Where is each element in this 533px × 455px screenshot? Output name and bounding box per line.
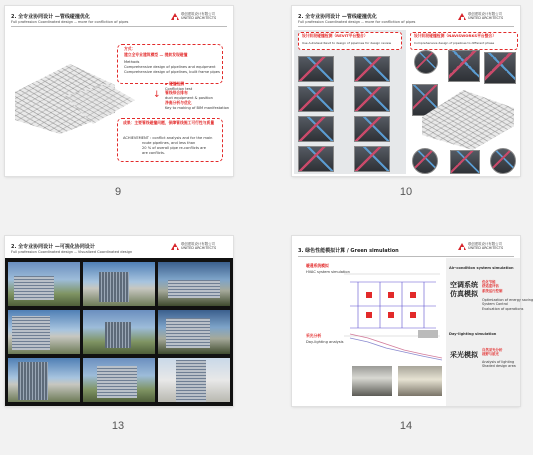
company-logo bbox=[458, 243, 503, 251]
slide-title: 2. 全专业协同设计 —管线碰撞优化 bbox=[11, 14, 90, 20]
building-render-image bbox=[158, 310, 230, 354]
sidebar-list-item: Optimization of energy saving bbox=[482, 298, 533, 302]
navisworks-sub: Comprehensive design of pipelines to different phase bbox=[414, 41, 495, 45]
daylight-label: 采光分析 bbox=[306, 333, 322, 338]
logo-text: 联创建筑设计有限公司 bbox=[181, 12, 215, 16]
arrow-down-icon: ↓ bbox=[153, 90, 161, 100]
screenshot-image bbox=[298, 146, 334, 172]
sidebar-list-item: Shaded design area bbox=[482, 364, 516, 369]
building-render-image bbox=[83, 262, 155, 306]
methods-red-text: 建立全专业建筑模型 — 提前发现碰撞 bbox=[124, 52, 188, 57]
building-render-image bbox=[8, 358, 80, 402]
logo-icon bbox=[171, 13, 179, 20]
sidebar-list-item: Evaluation of operations bbox=[482, 306, 524, 311]
sidebar-red-item: 舒适度评估 bbox=[482, 284, 499, 289]
header-divider bbox=[11, 26, 227, 27]
pipe-render-image bbox=[450, 150, 480, 174]
methods-line: Methods bbox=[124, 60, 140, 64]
left-panel bbox=[294, 30, 406, 174]
achievement-red-text: 成果：主要管线碰撞问题，保障管线施工可行性与质量 bbox=[123, 120, 215, 125]
daylight-analysis-diagram bbox=[348, 328, 444, 362]
hvac-label: 暖通系统模拟 bbox=[306, 263, 329, 268]
slide-subtitle: Full profession Coordinated design -- more for confliction of pipes bbox=[298, 20, 416, 24]
building-render-image bbox=[8, 310, 80, 354]
page-thumbnail-9[interactable] bbox=[5, 6, 233, 176]
page-number: 10 bbox=[399, 186, 413, 198]
bullet-icon bbox=[165, 83, 167, 85]
sidebar-red-item: 视野与眩光 bbox=[482, 352, 499, 357]
methods-line: Comprehensive design of pipelines, built frame pipes bbox=[124, 70, 220, 74]
sidebar-list-item: Analysis of lighting bbox=[482, 360, 515, 364]
logo-icon bbox=[458, 243, 466, 250]
sidebar-cn-1a: 空调系统 bbox=[450, 281, 478, 289]
slide-title: 2. 全专业协同设计 —管线碰撞优化 bbox=[298, 14, 377, 20]
building-render-image bbox=[83, 358, 155, 402]
company-logo bbox=[171, 243, 216, 251]
logo-text-en: UNITED ARCHITECTS bbox=[468, 245, 504, 250]
daylight-render-image bbox=[352, 366, 392, 396]
page-thumbnail-13[interactable] bbox=[5, 236, 233, 406]
feature-line: duct equipment & position bbox=[165, 96, 213, 101]
achievement-box bbox=[117, 118, 223, 162]
logo-text-en: UNITED ARCHITECTS bbox=[181, 15, 217, 20]
navisworks-label-box bbox=[410, 32, 518, 50]
slide-subtitle: Full profession Coordinated design -- Visualized Coordinated design bbox=[11, 250, 133, 254]
hvac-label-en: HVAC system simulation bbox=[306, 270, 350, 274]
sidebar-red-item: 系统运行控制 bbox=[482, 288, 503, 293]
feature-red: 碰撞检测 bbox=[165, 82, 229, 87]
logo-icon bbox=[458, 13, 466, 20]
page-number: 14 bbox=[399, 420, 413, 432]
slide-title: 3. 绿色性能模拟计算 / Green simulation bbox=[298, 248, 399, 254]
feature-red: 净高分析与优化 bbox=[165, 99, 192, 105]
screenshot-image bbox=[298, 116, 334, 142]
header-divider bbox=[298, 256, 514, 257]
achievement-line: route pipelines, and less than bbox=[142, 141, 196, 145]
company-logo bbox=[171, 13, 216, 21]
revit-sub: Use Autodesk Revit to design of pipelines for design review bbox=[302, 41, 392, 45]
building-render-image bbox=[8, 262, 80, 306]
logo-text: 联创建筑设计有限公司 bbox=[468, 242, 502, 246]
header-divider bbox=[298, 26, 514, 27]
slide-title: 2. 全专业协同设计 —可视化协同设计 bbox=[11, 244, 95, 250]
methods-line: Comprehensive design of pipelines and equipment bbox=[124, 65, 216, 69]
logo-text: 联创建筑设计有限公司 bbox=[181, 242, 215, 246]
methods-title: 方式： bbox=[124, 46, 136, 51]
daylight-label-en: Day-lighting analysis bbox=[306, 340, 344, 344]
page-number: 13 bbox=[111, 420, 125, 432]
pipe-render-image bbox=[448, 50, 480, 82]
achievement-line: are conflicts. bbox=[142, 151, 166, 155]
daylight-render-image bbox=[398, 366, 442, 396]
sidebar-title-1: Air-condition system simulation bbox=[449, 266, 514, 270]
building-render-image bbox=[158, 262, 230, 306]
feature-red: 管线综合排布 bbox=[165, 90, 188, 96]
sidebar-red-list-2 bbox=[482, 348, 502, 357]
pipe-render-image bbox=[490, 148, 516, 174]
sidebar-list-item: System Control bbox=[482, 302, 508, 307]
screenshot-image bbox=[298, 86, 334, 112]
company-logo bbox=[458, 13, 503, 21]
page-thumbnail-10[interactable] bbox=[292, 6, 520, 176]
achievement-line: 20 % of overall pipe re-conflicts are bbox=[142, 146, 206, 150]
sidebar-list-2 bbox=[482, 360, 516, 369]
achievement-line: ACHIEVEMENT : conflict analysis and for the main bbox=[123, 136, 213, 140]
render-gallery bbox=[5, 258, 233, 406]
revit-label: 设计阶段碰撞检测（REVIT平台整合） bbox=[302, 33, 368, 38]
screenshot-image bbox=[298, 56, 334, 82]
building-render-image bbox=[158, 358, 230, 402]
building-render-image bbox=[83, 310, 155, 354]
logo-icon bbox=[171, 243, 179, 250]
feature-line: Key to making of BIM manifestation bbox=[165, 105, 230, 110]
sidebar-title-2: Day-lighting simulation bbox=[449, 332, 497, 336]
sidebar-red-item: 优化节能 bbox=[482, 280, 496, 284]
page-number: 9 bbox=[114, 186, 122, 198]
screenshot-image bbox=[354, 116, 390, 142]
feature-list bbox=[165, 82, 229, 110]
sidebar-cn-2: 采光模拟 bbox=[450, 351, 478, 359]
screenshot-image bbox=[354, 56, 390, 82]
navisworks-label: 设计阶段碰撞检测（NAVISWORKS平台整合） bbox=[414, 33, 497, 38]
logo-text: 联创建筑设计有限公司 bbox=[468, 12, 502, 16]
pipe-render-image bbox=[412, 148, 438, 174]
pipe-render-image bbox=[484, 52, 516, 84]
page-thumbnail-14[interactable] bbox=[292, 236, 533, 406]
feature-line: Confliction test bbox=[165, 86, 193, 91]
right-panel bbox=[408, 30, 518, 174]
sidebar-red-item: 自然采光分析 bbox=[482, 348, 503, 352]
sidebar-list-1 bbox=[482, 298, 533, 311]
simulation-sidebar bbox=[446, 258, 533, 406]
screenshot-image bbox=[354, 86, 390, 112]
sidebar-cn-1b: 仿真模拟 bbox=[450, 290, 478, 298]
logo-text-en: UNITED ARCHITECTS bbox=[468, 15, 504, 20]
revit-label-box bbox=[298, 32, 402, 50]
sidebar-red-list-1 bbox=[482, 280, 502, 293]
screenshot-image bbox=[354, 146, 390, 172]
logo-text-en: UNITED ARCHITECTS bbox=[181, 245, 217, 250]
pipe-render-image bbox=[414, 50, 438, 74]
methods-box bbox=[117, 44, 223, 84]
slide-subtitle: Full profession Coordinated design -- more for confliction of pipes bbox=[11, 20, 129, 24]
